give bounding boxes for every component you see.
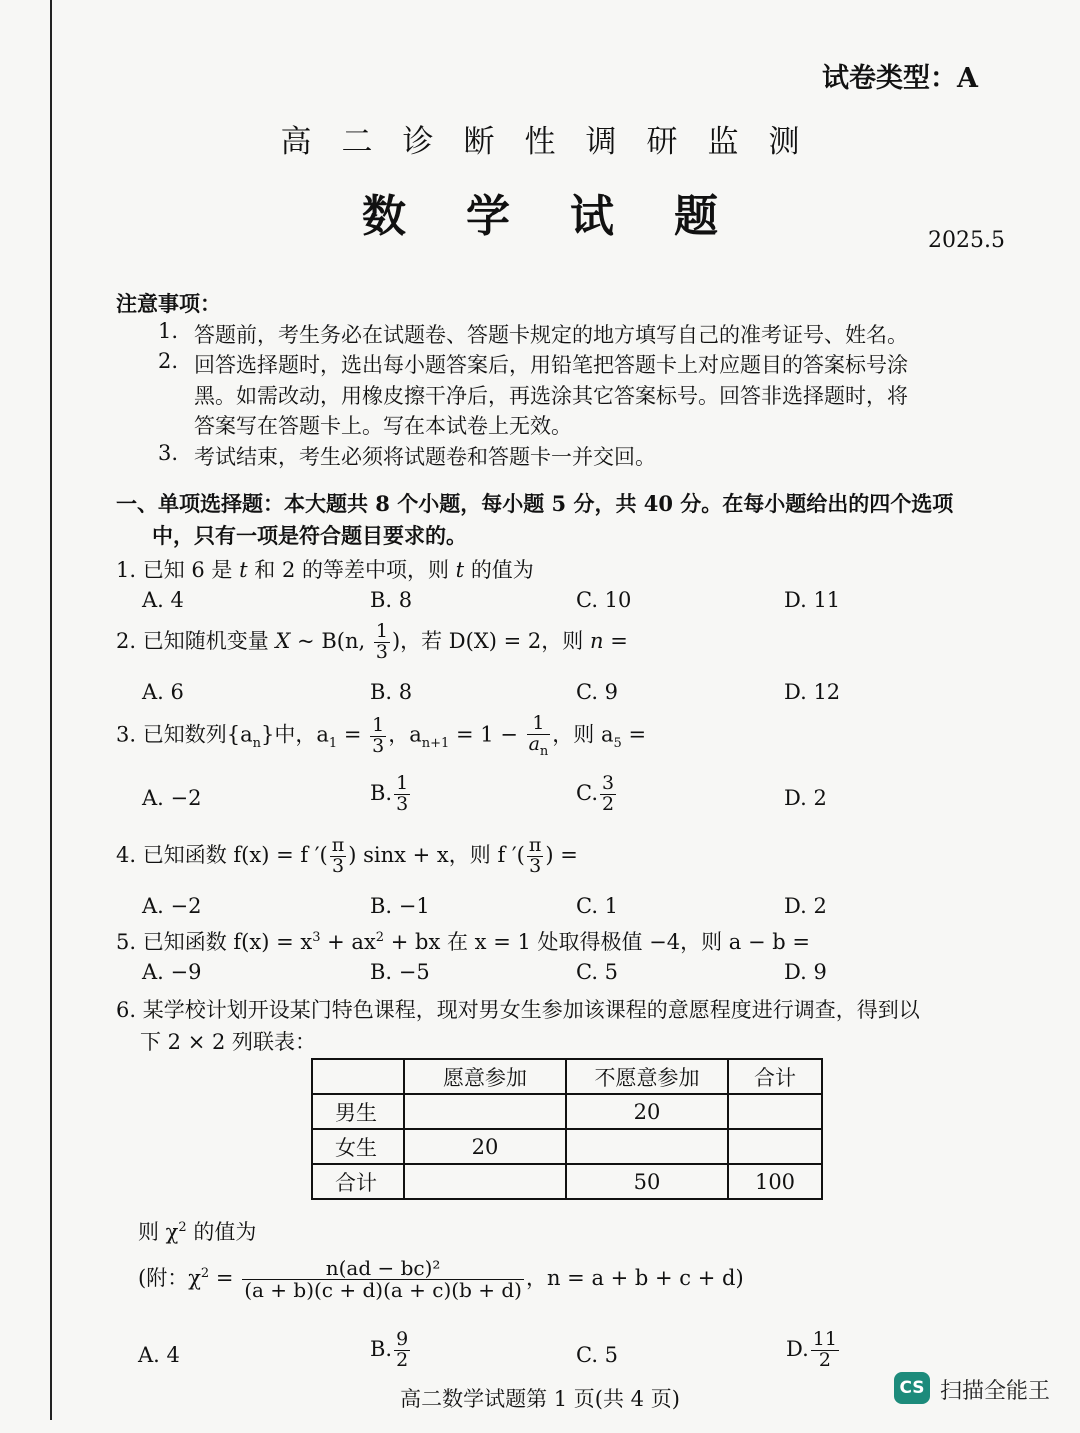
q6-option-a: A. 4 <box>138 1343 180 1367</box>
q3-fraction-recurrence: $\frac{1}{a_n}$ <box>528 712 549 759</box>
notice-item-3-num: 3. <box>158 441 179 465</box>
notice-title: 注意事项： <box>116 291 221 316</box>
q4-fraction-1: $\frac{\pi}{3}$ <box>331 834 345 877</box>
question-5-stem: 5. 已知函数 $f(x) = x^3 + ax^2$ + bx 在 x = 1 处取得极值 −4，则 a − b = <box>116 930 810 954</box>
chi-square-fraction: $\frac{\text{n(ad − bc)²}}{(a + b)(c + d)(a + c)(b + d)}$ <box>244 1256 522 1302</box>
q1-option-c: C. 10 <box>576 588 632 612</box>
question-3-stem: 3. 已知数列$\{a_n\}$中，$a_1$ = $\frac{1}{3}$ ，$a_{n+1} = 1$ − $\frac{1}{a_n}$ ，则 $a_5$ = <box>116 712 647 759</box>
q4-option-b: B. −1 <box>370 894 430 918</box>
q5-option-a: A. −9 <box>142 960 202 984</box>
q2-fraction: $\frac{1}{3}$ <box>375 620 388 663</box>
q3-option-d: D. 2 <box>784 786 827 810</box>
table-cell: 合计 <box>312 1164 404 1199</box>
q5-option-d: D. 9 <box>784 960 827 984</box>
table-header-cell: 合计 <box>728 1059 822 1094</box>
q6-option-b: B. $\frac{9}{2}$ <box>370 1328 409 1371</box>
table-cell: 20 <box>404 1129 566 1164</box>
chi-square-formula: (附：$\chi^2$ = $\frac{\text{n(ad − bc)²}}{(a + b)(c + d)(a + c)(b + d)}$ ，n = a + b + c + d) <box>138 1256 744 1302</box>
table-cell <box>404 1164 566 1199</box>
q6-option-c: C. 5 <box>576 1343 619 1367</box>
q5-option-b: B. −5 <box>370 960 430 984</box>
q4-fraction-2: $\frac{\pi}{3}$ <box>528 834 542 877</box>
q2-option-b: B. 8 <box>370 680 413 704</box>
q1-option-b: B. 8 <box>370 588 413 612</box>
table-row <box>312 1129 822 1164</box>
q4-option-a: A. −2 <box>142 894 202 918</box>
table-row <box>312 1094 822 1129</box>
table-row <box>312 1164 822 1199</box>
question-2-stem: 2. 已知随机变量 X ~ B(n, $\frac{1}{3}$ )，若 D(X) = 2，则 n = <box>116 620 628 663</box>
q6-option-d: D. $\frac{11}{2}$ <box>786 1328 837 1371</box>
paper-type-label: 试卷类型：A <box>822 63 978 94</box>
q5-option-c: C. 5 <box>576 960 619 984</box>
table-cell <box>728 1094 822 1129</box>
q3-option-a: A. −2 <box>142 786 202 810</box>
question-6-stem-line-1: 6. 某学校计划开设某门特色课程，现对男女生参加该课程的意愿程度进行调查，得到以 <box>116 998 920 1022</box>
table-cell <box>728 1129 822 1164</box>
table-header-cell: 不愿意参加 <box>566 1059 728 1094</box>
q1-option-a: A. 4 <box>142 588 184 612</box>
table-cell: 100 <box>728 1164 822 1199</box>
q3-fraction-a1: $\frac{1}{3}$ <box>372 713 385 757</box>
table-header-cell: 愿意参加 <box>404 1059 566 1094</box>
camscanner-logo-icon: CS <box>894 1372 930 1404</box>
question-4-stem: 4. 已知函数 f(x) = f ′( $\frac{\pi}{3}$ ) sinx + x，则 f ′( $\frac{\pi}{3}$ ) = <box>116 834 578 877</box>
q2-option-a: A. 6 <box>142 680 184 704</box>
notice-item-3-text: 考试结束，考生必须将试题卷和答题卡一并交回。 <box>194 445 656 469</box>
notice-item-1-text: 答题前，考生务必在试题卷、答题卡规定的地方填写自己的准考证号、姓名。 <box>194 323 908 347</box>
exam-title: 数学试题 <box>362 191 778 242</box>
table-header-cell <box>312 1059 404 1094</box>
section-1-heading: 一、单项选择题：本大题共 8 个小题，每小题 5 分，共 40 分。在每小题给出的四个选项 <box>116 491 954 516</box>
question-6-stem-line-2: 下 2 × 2 列联表： <box>140 1030 317 1054</box>
contingency-table <box>311 1058 823 1200</box>
question-1-stem: 1. 已知 6 是 t 和 2 的等差中项，则 t 的值为 <box>116 558 534 582</box>
q3-option-c: C. $\frac{3}{2}$ <box>576 772 615 815</box>
question-6-ask: 则 $\chi^2$ 的值为 <box>138 1220 257 1244</box>
section-1-heading-cont: 中，只有一项是符合题目要求的。 <box>152 523 467 548</box>
q4-option-d: D. 2 <box>784 894 827 918</box>
notice-item-2-num: 2. <box>158 349 179 373</box>
exam-date: 2025.5 <box>928 228 1005 253</box>
notice-item-2-line-3: 答案写在答题卡上。写在本试卷上无效。 <box>194 414 572 438</box>
table-cell <box>404 1094 566 1129</box>
table-cell: 男生 <box>312 1094 404 1129</box>
camscanner-watermark-text: 扫描全能王 <box>940 1379 1051 1404</box>
q2-option-c: C. 9 <box>576 680 619 704</box>
q1-option-d: D. 11 <box>784 588 841 612</box>
exam-subtitle: 高二诊断性调研监测 <box>280 124 830 160</box>
table-cell: 女生 <box>312 1129 404 1164</box>
notice-item-2-line-1: 回答选择题时，选出每小题答案后，用铅笔把答题卡上对应题目的答案标号涂 <box>194 353 908 377</box>
q3-option-b: B. $\frac{1}{3}$ <box>370 772 409 815</box>
table-cell <box>566 1129 728 1164</box>
q2-option-d: D. 12 <box>784 680 841 704</box>
table-cell: 50 <box>566 1164 728 1199</box>
page-footer: 高二数学试题第 1 页(共 4 页) <box>400 1387 680 1411</box>
table-cell: 20 <box>566 1094 728 1129</box>
notice-item-1-num: 1. <box>158 319 179 343</box>
table-header-row <box>312 1059 822 1094</box>
q4-option-c: C. 1 <box>576 894 619 918</box>
notice-item-2-line-2: 黑。如需改动，用橡皮擦干净后，再选涂其它答案标号。回答非选择题时，将 <box>194 384 908 408</box>
